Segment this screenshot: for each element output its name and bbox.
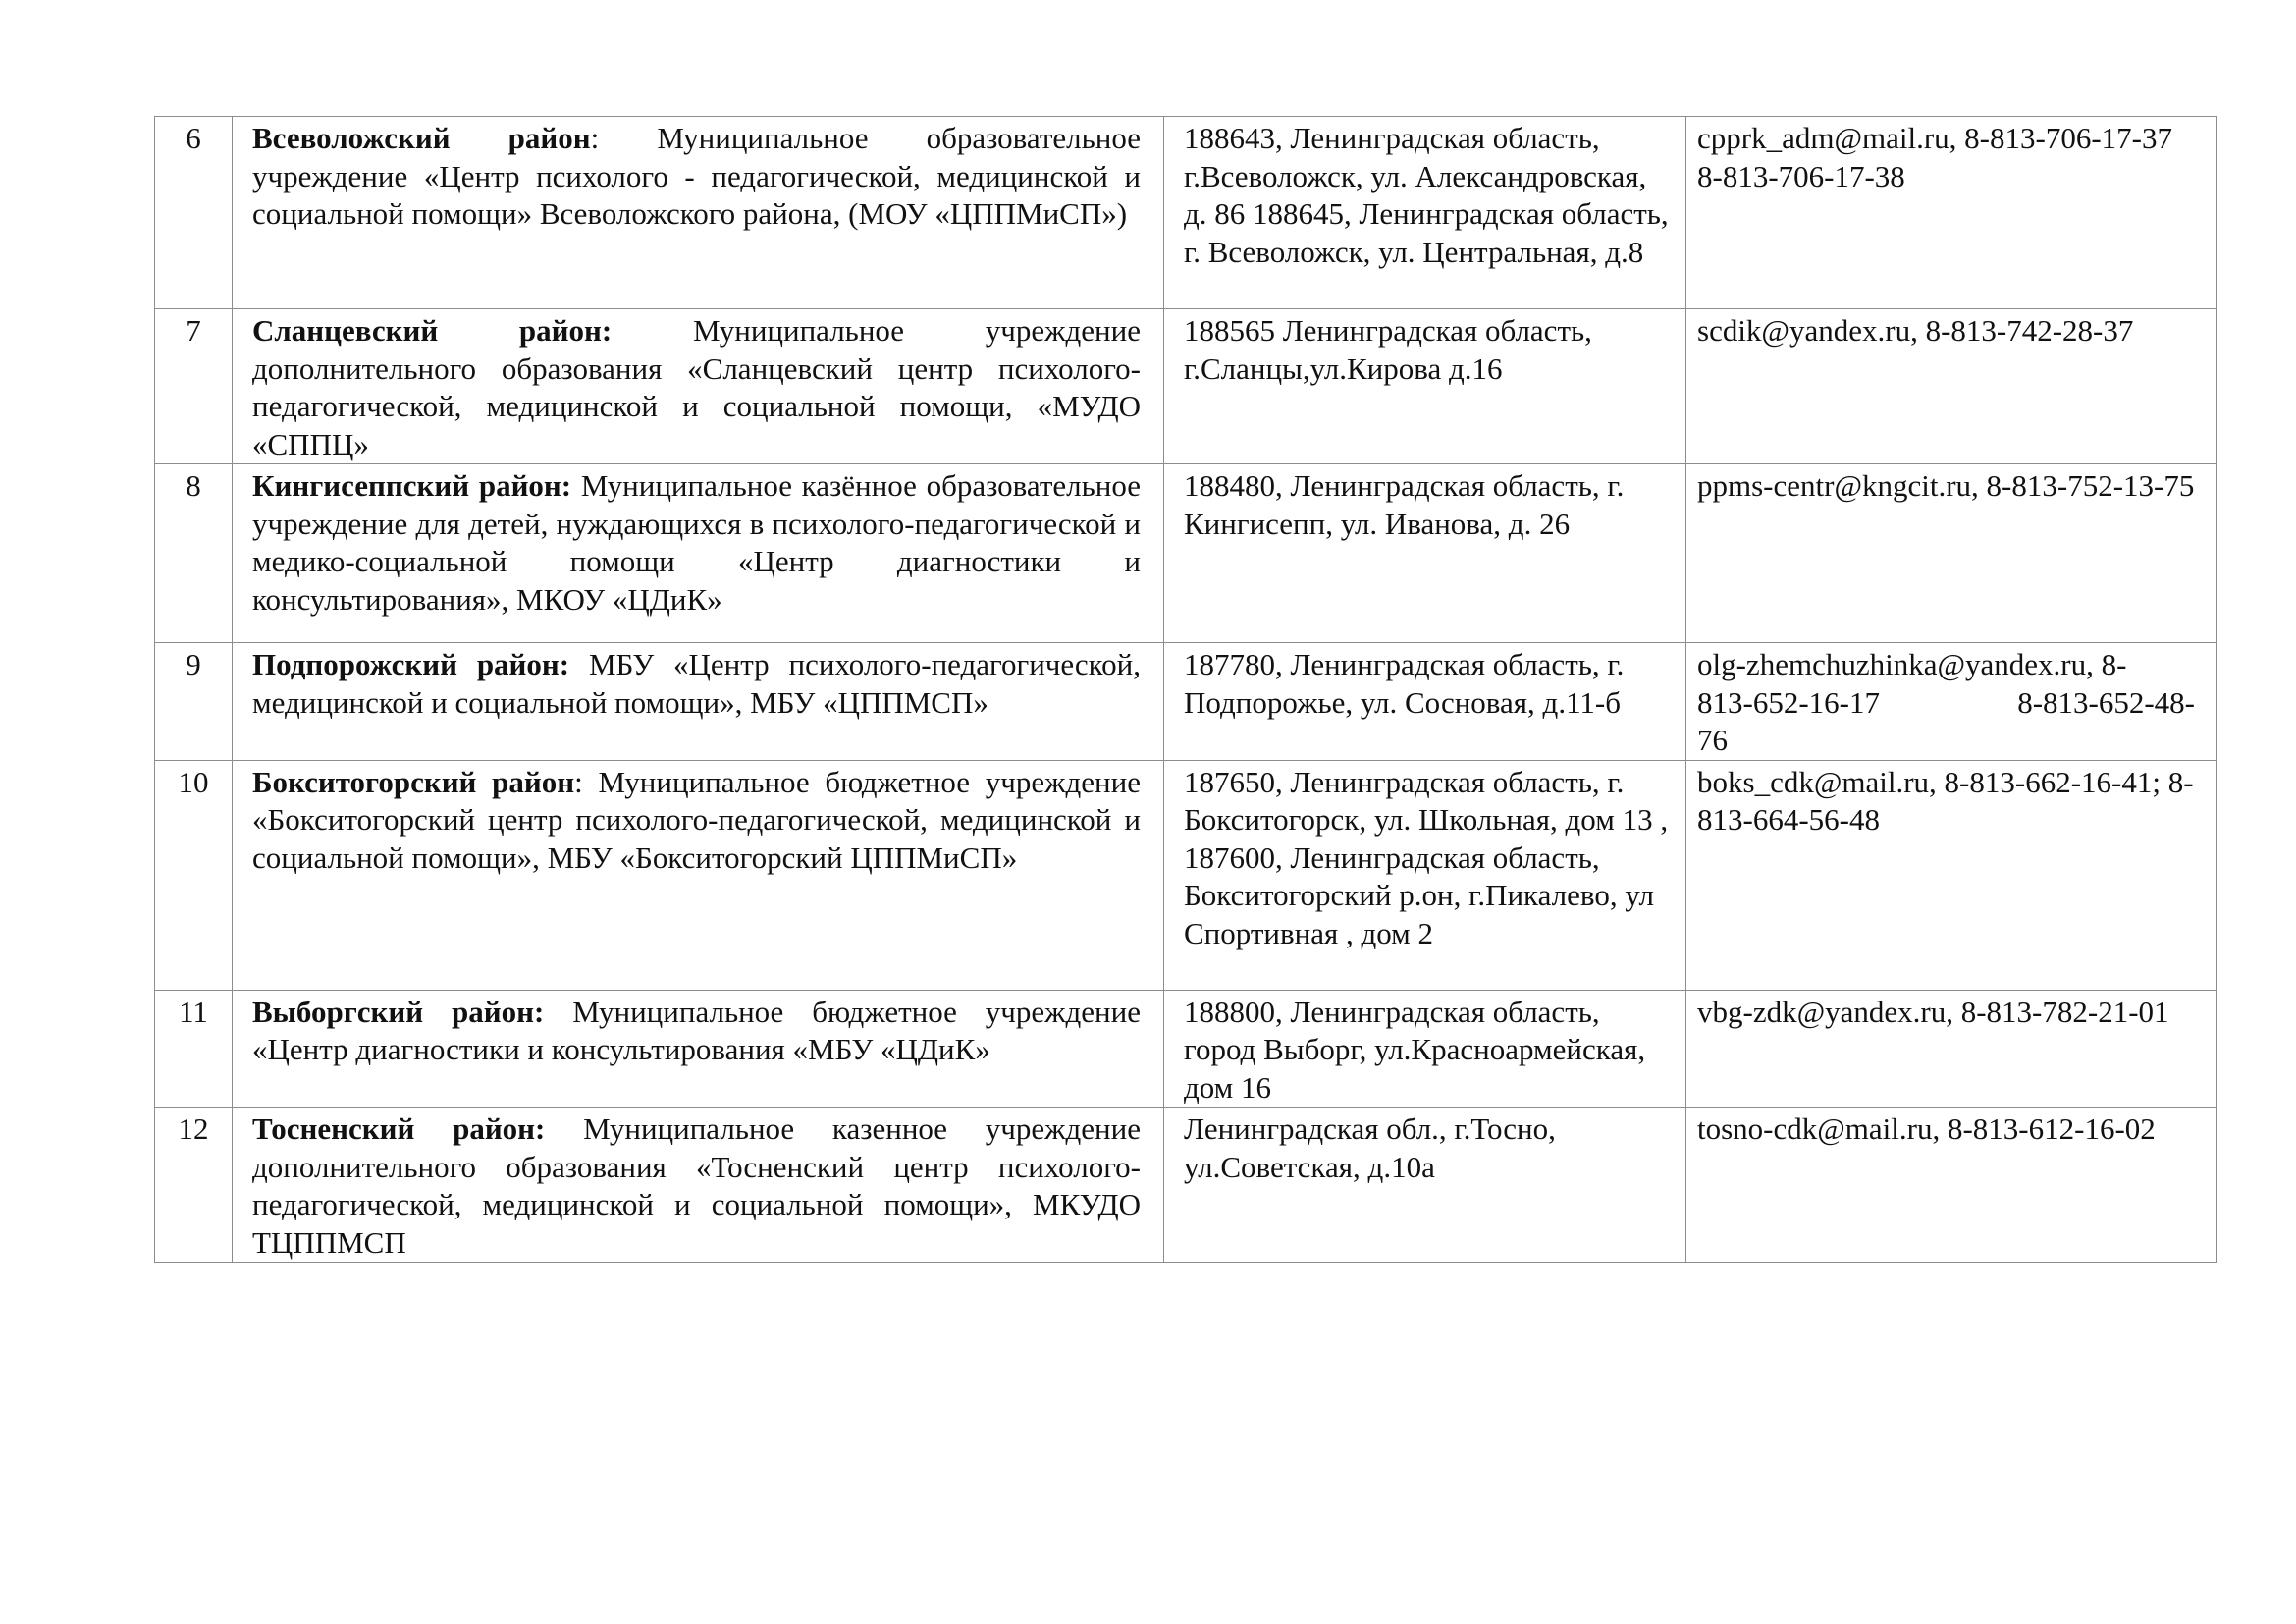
address-cell: 188480, Ленинградская область, г. Кингисепп, ул. Иванова, д. 26	[1164, 464, 1686, 643]
organization-name: Муниципальное бюджетное учреждение «Центр диагностики и консультирования «МБУ «ЦДиК»	[252, 994, 1141, 1066]
row-number: 12	[155, 1108, 233, 1263]
district-separator: :	[574, 764, 583, 799]
organization-cell	[233, 990, 1164, 1108]
district-separator: :	[590, 121, 600, 155]
organization-name: МБУ «Центр психолого-педагогической, медицинской и социальной помощи», МБУ «ЦППМСП»	[252, 647, 1141, 720]
contact-cell	[1686, 643, 2217, 761]
address-cell: 187780, Ленинградская область, г. Подпорожье, ул. Сосновая, д.11-б	[1164, 643, 1686, 761]
district-name: Всеволожский район	[252, 121, 591, 155]
address-cell: Ленинградская обл., г.Тосно, ул.Советская, д.10а	[1164, 1108, 1686, 1263]
district-name: Подпорожский район:	[252, 647, 570, 681]
table-row	[155, 1108, 2217, 1263]
address-cell: 188565 Ленинградская область, г.Сланцы,ул.Кирова д.16	[1164, 309, 1686, 464]
organizations-table	[154, 116, 2217, 1263]
organization-cell	[233, 117, 1164, 309]
organization-name: Муниципальное образовательное учреждение «Центр психолого - педагогической, медицинской и социальной помощи» Всеволожского района, (МОУ «ЦППМиСП»)	[252, 121, 1141, 231]
contact-cell	[1686, 117, 2217, 309]
address-cell: 187650, Ленинградская область, г. Бокситогорск, ул. Школьная, дом 13 , 187600, Ленинградская область, Бокситогорский р.он, г.Пикалево, ул Спортивная , дом 2	[1164, 760, 1686, 990]
contact-cell	[1686, 464, 2217, 643]
organization-name: Муниципальное учреждение дополнительного образования «Сланцевский центр психолого-педагогической, медицинской и социальной помощи, «МУДО «СППЦ»	[252, 313, 1141, 461]
table-row	[155, 990, 2217, 1108]
organization-cell	[233, 309, 1164, 464]
organization-name: Муниципальное бюджетное учреждение «Бокситогорский центр психолого-педагогической, медицинской и социальной помощи», МБУ «Бокситогорский ЦППМиСП»	[252, 764, 1141, 875]
contact-line: scdik@yandex.ru, 8-813-742-28-37	[1697, 313, 2134, 348]
contact-line	[1697, 684, 2215, 723]
organization-name: Муниципальное казённое образовательное учреждение для детей, нуждающихся в психолого-педагогической и медико-социальной помощи «Центр диагностики и консультирования», МКОУ «ЦДиК»	[252, 468, 1141, 617]
row-number: 7	[155, 309, 233, 464]
organization-name: Муниципальное казенное учреждение дополнительного образования «Тосненский центр психолого-педагогической, медицинской и социальной помощи», МКУДО ТЦППМСП	[252, 1111, 1141, 1260]
contact-line: 76	[1697, 723, 1728, 757]
contact-cell	[1686, 760, 2217, 990]
address-cell: 188800, Ленинградская область, город Выборг, ул.Красноармейская, дом 16	[1164, 990, 1686, 1108]
row-number: 9	[155, 643, 233, 761]
contact-line: ppms-centr@kngcit.ru, 8-813-752-13-75	[1697, 468, 2195, 503]
organization-cell	[233, 464, 1164, 643]
address-cell: 188643, Ленинградская область, г.Всеволожск, ул. Александровская, д. 86 188645, Ленинградская область, г. Всеволожск, ул. Центральная, д.8	[1164, 117, 1686, 309]
district-name: Сланцевский район:	[252, 313, 613, 348]
row-number: 11	[155, 990, 233, 1108]
row-number: 10	[155, 760, 233, 990]
contact-line: boks_cdk@mail.ru, 8-813-662-16-41; 8-813-664-56-48	[1697, 764, 2194, 837]
row-number: 6	[155, 117, 233, 309]
table-row	[155, 760, 2217, 990]
table-row	[155, 117, 2217, 309]
contact-line: olg-zhemchuzhinka@yandex.ru, 8-	[1697, 647, 2127, 681]
contact-phone: 813-652-16-17	[1697, 684, 1880, 720]
organization-cell	[233, 760, 1164, 990]
contact-line: cpprk_adm@mail.ru, 8-813-706-17-37	[1697, 121, 2172, 155]
table-row	[155, 309, 2217, 464]
contact-line: tosno-cdk@mail.ru, 8-813-612-16-02	[1697, 1111, 2156, 1146]
district-name: Тосненский район:	[252, 1111, 546, 1146]
contact-cell	[1686, 1108, 2217, 1263]
organization-cell	[233, 1108, 1164, 1263]
district-name: Бокситогорский район	[252, 764, 575, 799]
table-row	[155, 643, 2217, 761]
contact-cell	[1686, 309, 2217, 464]
contact-phone: 8-813-652-48-	[2017, 684, 2195, 720]
contact-cell	[1686, 990, 2217, 1108]
district-name: Выборгский район:	[252, 994, 545, 1029]
organization-cell	[233, 643, 1164, 761]
contact-line: 8-813-706-17-38	[1697, 158, 1905, 193]
district-name: Кингисеппский район:	[252, 468, 572, 503]
table-row	[155, 464, 2217, 643]
contact-line: vbg-zdk@yandex.ru, 8-813-782-21-01	[1697, 994, 2169, 1029]
row-number: 8	[155, 464, 233, 643]
